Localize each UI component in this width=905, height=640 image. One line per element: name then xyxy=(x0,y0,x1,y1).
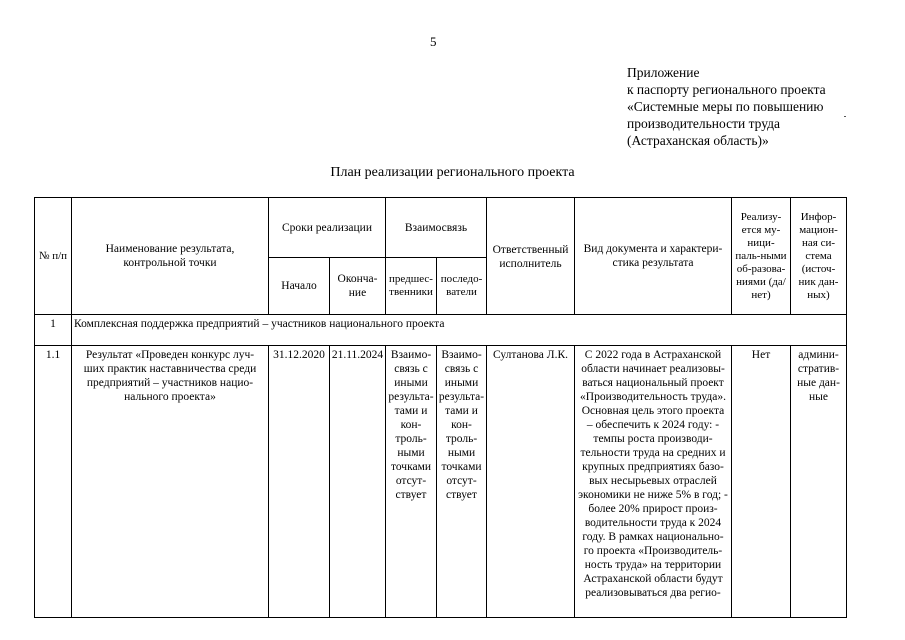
row-succ: Взаимо-связь с иными результа-тами и кон-троль-ными точками отсут-ствует xyxy=(437,346,487,618)
row-name: Результат «Проведен конкурс луч-ших практик наставничества среди предприятий – участников нацио-нального проекта» xyxy=(72,346,269,618)
row-num: 1.1 xyxy=(35,346,72,618)
row-responsible: Султанова Л.К. xyxy=(487,346,575,618)
header-relation: Взаимосвязь xyxy=(386,198,487,258)
header-doc: Вид документа и характери-стика результата xyxy=(575,198,732,315)
appendix-line: (Астраханская область)» xyxy=(627,133,769,148)
row-pred: Взаимо-связь с иными результа-тами и кон-троль-ными точками отсут-ствует xyxy=(386,346,437,618)
table-row xyxy=(35,346,847,618)
appendix-line: производительности труда xyxy=(627,116,781,131)
header-end: Оконча-ние xyxy=(330,258,386,315)
row-end: 21.11.2024 xyxy=(330,346,386,618)
header-name: Наименование результата, контрольной точки xyxy=(72,198,269,315)
header-succ: последо-ватели xyxy=(437,258,487,315)
page-number: 5 xyxy=(430,34,437,49)
row-info: админи-стратив-ные дан-ные xyxy=(791,346,847,618)
plan-title: План реализации регионального проекта xyxy=(330,165,575,180)
header-terms: Сроки реализации xyxy=(269,198,386,258)
section-title: Комплексная поддержка предприятий – участников национального проекта xyxy=(72,315,847,346)
row-start: 31.12.2020 xyxy=(269,346,330,618)
row-municipal: Нет xyxy=(732,346,791,618)
appendix-line: к паспорту регионального проекта xyxy=(627,82,826,97)
header-num: № п/п xyxy=(35,198,72,315)
header-responsible: Ответственный исполнитель xyxy=(487,198,575,315)
row-doc: С 2022 года в Астраханской области начинает реализовы-ваться национальный проект «Производительность труда». Основная цель этого проекта – обеспечить к 2024 году: - темпы роста производи-тельности труда на средних и крупных предприятиях базо-вых несырьевых отраслей экономики не ниже 5% в год; - более 20% прирост произ-водительности труда к 2024 году. В рамках национально-го проекта «Производитель-ность труда» на территории Астраханской области будут реализовываться два регио- xyxy=(575,346,732,618)
scan-artifact xyxy=(844,116,846,117)
header-info: Инфор-мацион-ная си-стема (источ-ник дан-ных) xyxy=(791,198,847,315)
header-start: Начало xyxy=(269,258,330,315)
appendix-block xyxy=(627,64,826,149)
appendix-line: Приложение xyxy=(627,65,700,80)
header-pred: предшес-твенники xyxy=(386,258,437,315)
header-municipal: Реализу-ется му-ници-паль-ными об-разова-ниями (да/нет) xyxy=(732,198,791,315)
plan-table xyxy=(34,197,847,618)
appendix-line: «Системные меры по повышению xyxy=(627,99,824,114)
section-num: 1 xyxy=(35,315,72,346)
